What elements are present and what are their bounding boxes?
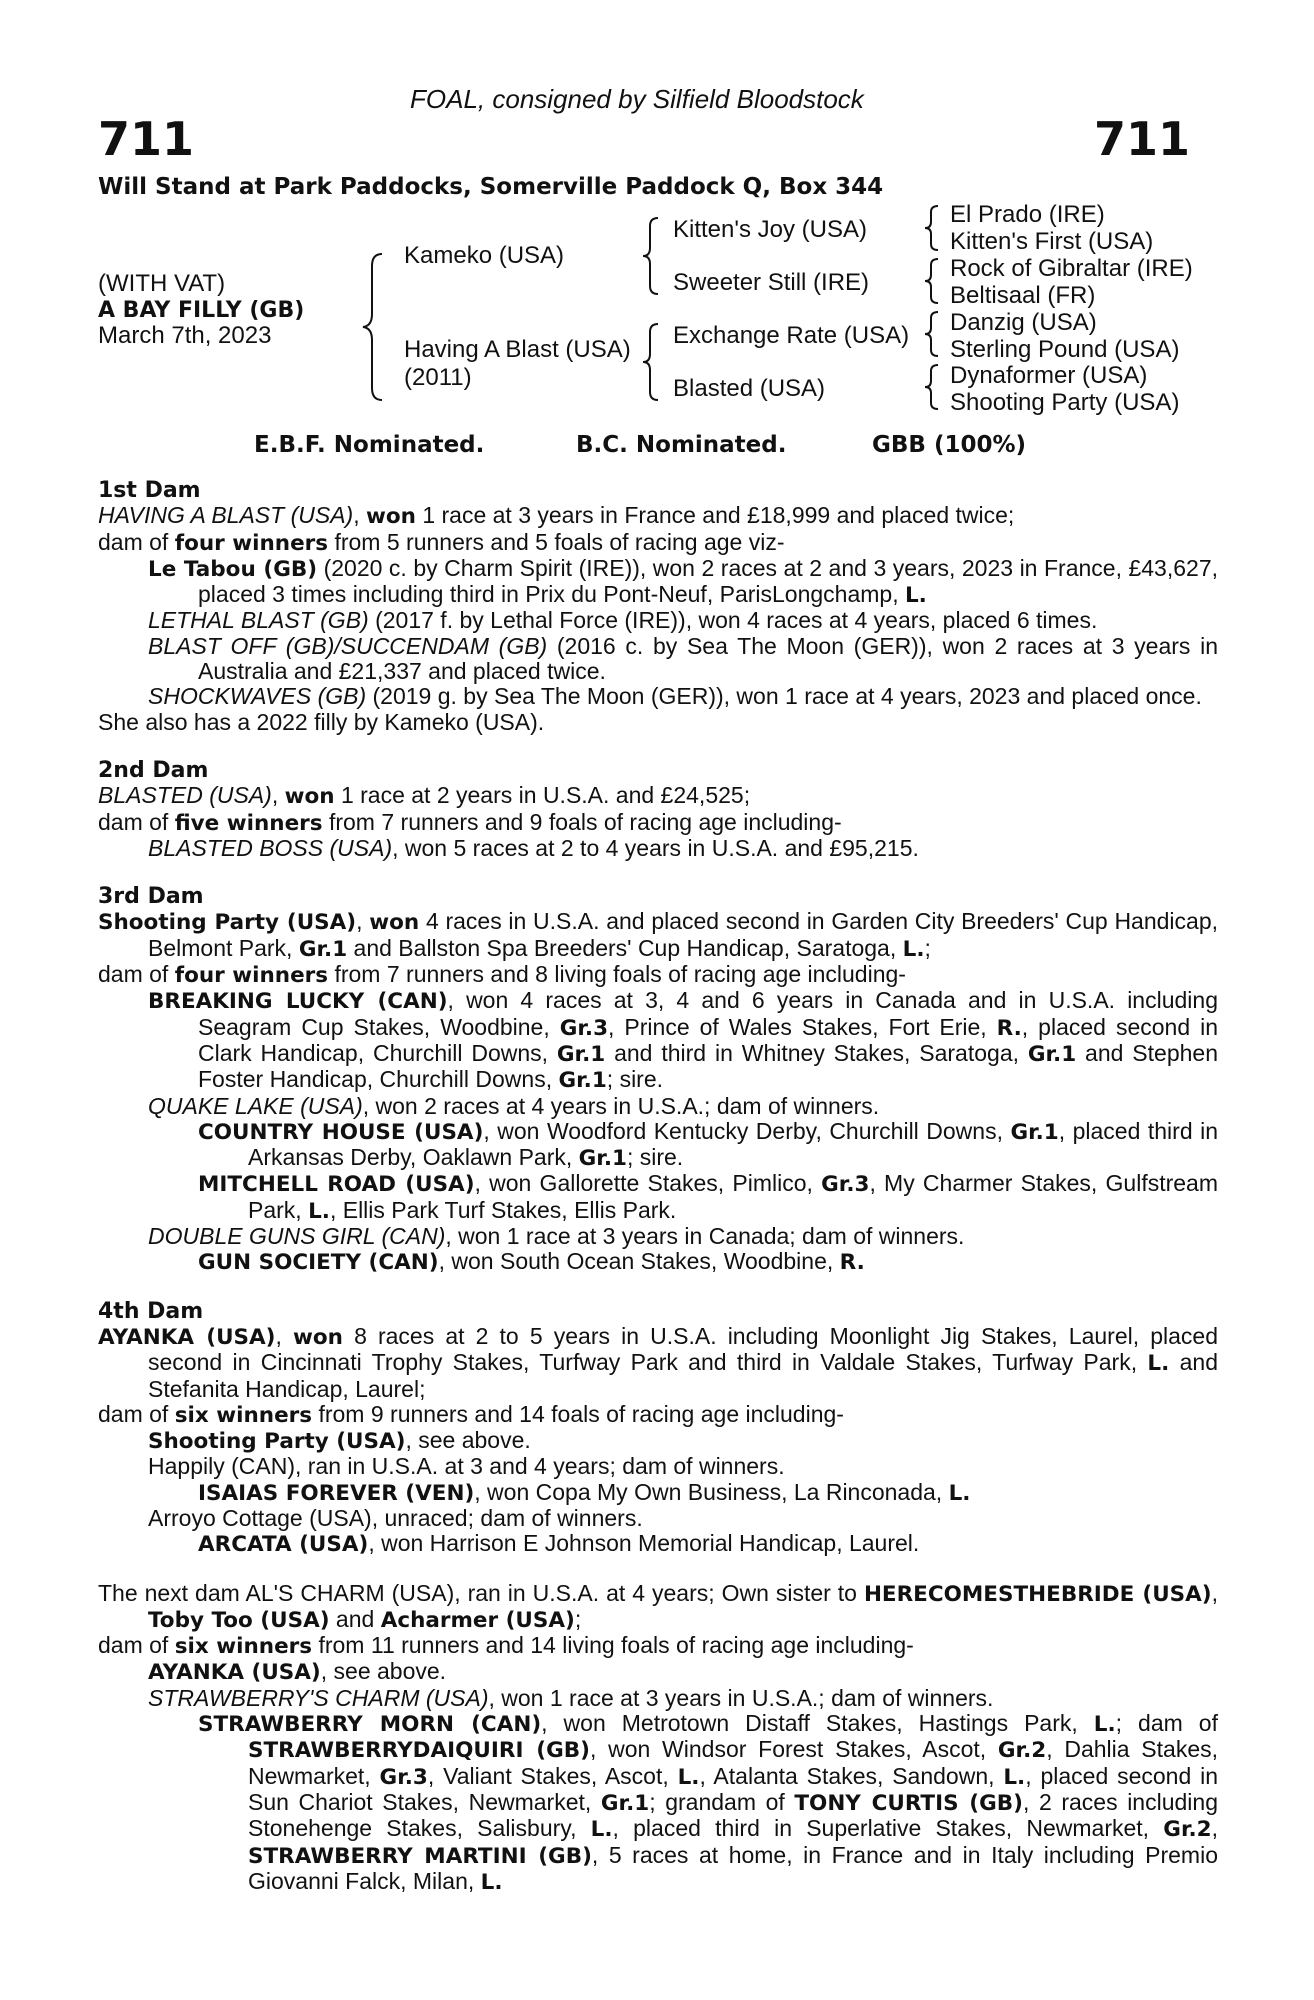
vat-note: (WITH VAT) bbox=[98, 270, 226, 297]
pedigree-sds: Rock of Gibraltar (IRE) bbox=[950, 255, 1193, 282]
dam-entry: BLASTED (USA), won 1 race at 2 years in U.S.A. and £24,525; bbox=[98, 782, 751, 810]
pedigree-sire-dam: Sweeter Still (IRE) bbox=[673, 269, 870, 296]
pedigree-brace-ss bbox=[922, 204, 942, 252]
produce-entry: SHOCKWAVES (GB) (2019 g. by Sea The Moon (GER)), won 1 race at 4 years, 2023 and placed once. bbox=[148, 683, 1202, 710]
pedigree-dam: Having A Blast (USA) bbox=[404, 336, 631, 363]
produce-entry: Arroyo Cottage (USA), unraced; dam of winners. bbox=[148, 1504, 643, 1531]
produce-entry: STRAWBERRY'S CHARM (USA), won 1 race at 3 years in U.S.A.; dam of winners. bbox=[148, 1684, 994, 1711]
pedigree-dds: Dynaformer (USA) bbox=[950, 362, 1148, 389]
dam-produce-summary: dam of five winners from 7 runners and 9 foals of racing age including- bbox=[98, 808, 842, 836]
pedigree-brace-ds bbox=[922, 310, 942, 358]
section-1st-dam: 1st Dam bbox=[98, 478, 201, 503]
lot-number-right: 711 bbox=[1093, 112, 1190, 166]
produce-entry: STRAWBERRY MORN (CAN), won Metrotown Distaff Stakes, Hastings Park, L.; dam of STRAWBERRYDAIQUIRI (GB), won Windsor Forest Stakes, Ascot, Gr.2, Dahlia Stakes, Newmarket, Gr.3, Valiant Stakes, Ascot, L., Atalanta Stakes, Sandown, L., placed second in Sun Chariot Stakes, Newmarket, Gr.1; grandam of TONY CURTIS (GB), 2 races including Stonehenge Stakes, Salisbury, L., placed third in Superlative Stakes, Newmarket, Gr.2, STRAWBERRY MARTINI (GB), 5 races at home, in France and in Italy including Premio Giovanni Falck, Milan, L. bbox=[198, 1710, 1218, 1895]
consignment-line: FOAL, consigned by Silfield Bloodstock bbox=[410, 84, 864, 114]
produce-entry: Shooting Party (USA), see above. bbox=[148, 1427, 531, 1455]
pedigree-sss: El Prado (IRE) bbox=[950, 201, 1105, 228]
pedigree-sdd: Beltisaal (FR) bbox=[950, 282, 1096, 309]
bc-nomination: B.C. Nominated. bbox=[576, 432, 787, 458]
gbb-status: GBB (100%) bbox=[872, 432, 1027, 458]
pedigree-ddd: Shooting Party (USA) bbox=[950, 389, 1180, 416]
produce-entry: AYANKA (USA), see above. bbox=[148, 1658, 447, 1686]
pedigree-dss: Danzig (USA) bbox=[950, 309, 1097, 336]
produce-entry: GUN SOCIETY (CAN), won South Ocean Stakes, Woodbine, R. bbox=[198, 1248, 865, 1276]
dam-entry: Shooting Party (USA), won 4 races in U.S.A. and placed second in Garden City Breeders' Cup Handicap, Belmont Park, Gr.1 and Ballston Spa Breeders' Cup Handicap, Saratoga, L.; bbox=[98, 908, 1219, 962]
produce-entry: COUNTRY HOUSE (USA), won Woodford Kentucky Derby, Churchill Downs, Gr.1, placed third in Arkansas Derby, Oaklawn Park, Gr.1; sire. bbox=[198, 1117, 1218, 1172]
pedigree-ssd: Kitten's First (USA) bbox=[950, 228, 1154, 255]
dam-produce-summary: dam of six winners from 11 runners and 14 living foals of racing age including- bbox=[98, 1632, 914, 1660]
pedigree-brace-dam bbox=[640, 322, 664, 402]
pedigree-brace-dd bbox=[922, 363, 942, 411]
dam-entry: HAVING A BLAST (USA), won 1 race at 3 years in France and £18,999 and placed twice; bbox=[98, 502, 1015, 530]
pedigree-dam-sire: Exchange Rate (USA) bbox=[673, 322, 910, 349]
section-2nd-dam: 2nd Dam bbox=[98, 757, 209, 783]
ebf-nomination: E.B.F. Nominated. bbox=[254, 432, 485, 458]
produce-note: She also has a 2022 filly by Kameko (USA). bbox=[98, 708, 545, 735]
dam-produce-summary: dam of four winners from 7 runners and 8 living foals of racing age including- bbox=[98, 961, 906, 989]
section-3rd-dam: 3rd Dam bbox=[98, 884, 204, 910]
dam-produce-summary: dam of four winners from 5 runners and 5 foals of racing age viz- bbox=[98, 528, 785, 556]
produce-entry: Happily (CAN), ran in U.S.A. at 3 and 4 years; dam of winners. bbox=[148, 1453, 785, 1480]
produce-entry: Le Tabou (GB) (2020 c. by Charm Spirit (IRE)), won 2 races at 2 and 3 years, 2023 in France, £43,627, placed 3 times including third in Prix du Pont-Neuf, ParisLongchamp, L. bbox=[148, 554, 1219, 609]
pedigree-dam-dam: Blasted (USA) bbox=[673, 375, 826, 402]
pedigree-brace-main bbox=[360, 252, 390, 402]
next-dam-entry: The next dam AL'S CHARM (USA), ran in U.S.A. at 4 years; Own sister to HERECOMESTHEBRIDE (USA), Toby Too (USA) and Acharmer (USA); bbox=[98, 1579, 1218, 1633]
produce-entry: MITCHELL ROAD (USA), won Gallorette Stakes, Pimlico, Gr.3, My Charmer Stakes, Gulfstream Park, L., Ellis Park Turf Stakes, Ellis Park. bbox=[198, 1170, 1219, 1224]
produce-entry: BREAKING LUCKY (CAN), won 4 races at 3, 4 and 6 years in Canada and in U.S.A. including Seagram Cup Stakes, Woodbine, Gr.3, Prince of Wales Stakes, Fort Erie, R., placed second in Clark Handicap, Churchill Downs, Gr.1 and third in Whitney Stakes, Saratoga, Gr.1 and Stephen Foster Handicap, Churchill Downs, Gr.1; sire. bbox=[148, 987, 1218, 1094]
pedigree-dsd: Sterling Pound (USA) bbox=[950, 336, 1180, 363]
produce-entry: QUAKE LAKE (USA), won 2 races at 4 years in U.S.A.; dam of winners. bbox=[148, 1092, 880, 1119]
dam-produce-summary: dam of six winners from 9 runners and 14 foals of racing age including- bbox=[98, 1400, 844, 1428]
pedigree-notes bbox=[98, 478, 1218, 1895]
produce-entry: BLAST OFF (GB)/SUCCENDAM (GB) (2016 c. by Sea The Moon (GER)), won 2 races at 3 years in Australia and £21,337 and placed twice. bbox=[148, 632, 1219, 685]
pedigree-brace-sire bbox=[640, 216, 664, 296]
horse-name: A BAY FILLY (GB) bbox=[98, 298, 305, 323]
pedigree-sire: Kameko (USA) bbox=[404, 242, 565, 269]
pedigree-dam-year: (2011) bbox=[404, 364, 472, 391]
stand-location: Will Stand at Park Paddocks, Somerville Paddock Q, Box 344 bbox=[98, 174, 884, 200]
produce-entry: BLASTED BOSS (USA), won 5 races at 2 to 4 years in U.S.A. and £95,215. bbox=[148, 834, 919, 861]
pedigree-sire-sire: Kitten's Joy (USA) bbox=[673, 216, 867, 243]
produce-entry: LETHAL BLAST (GB) (2017 f. by Lethal Force (IRE)), won 4 races at 4 years, placed 6 times. bbox=[148, 607, 1098, 634]
section-4th-dam: 4th Dam bbox=[98, 1298, 204, 1324]
pedigree-brace-sd bbox=[922, 257, 942, 305]
foaling-date: March 7th, 2023 bbox=[98, 322, 272, 349]
lot-number-left: 711 bbox=[98, 112, 195, 166]
produce-entry: ARCATA (USA), won Harrison E Johnson Memorial Handicap, Laurel. bbox=[198, 1530, 920, 1558]
dam-entry: AYANKA (USA), won 8 races at 2 to 5 years in U.S.A. including Moonlight Jig Stakes, Laurel, placed second in Cincinnati Trophy Stakes, Turfway Park and third in Valdale Stakes, Turfway Park, L. and Stefanita Handicap, Laurel; bbox=[98, 1322, 1219, 1402]
produce-entry: DOUBLE GUNS GIRL (CAN), won 1 race at 3 years in Canada; dam of winners. bbox=[148, 1223, 965, 1250]
produce-entry: ISAIAS FOREVER (VEN), won Copa My Own Business, La Rinconada, L. bbox=[198, 1478, 971, 1506]
